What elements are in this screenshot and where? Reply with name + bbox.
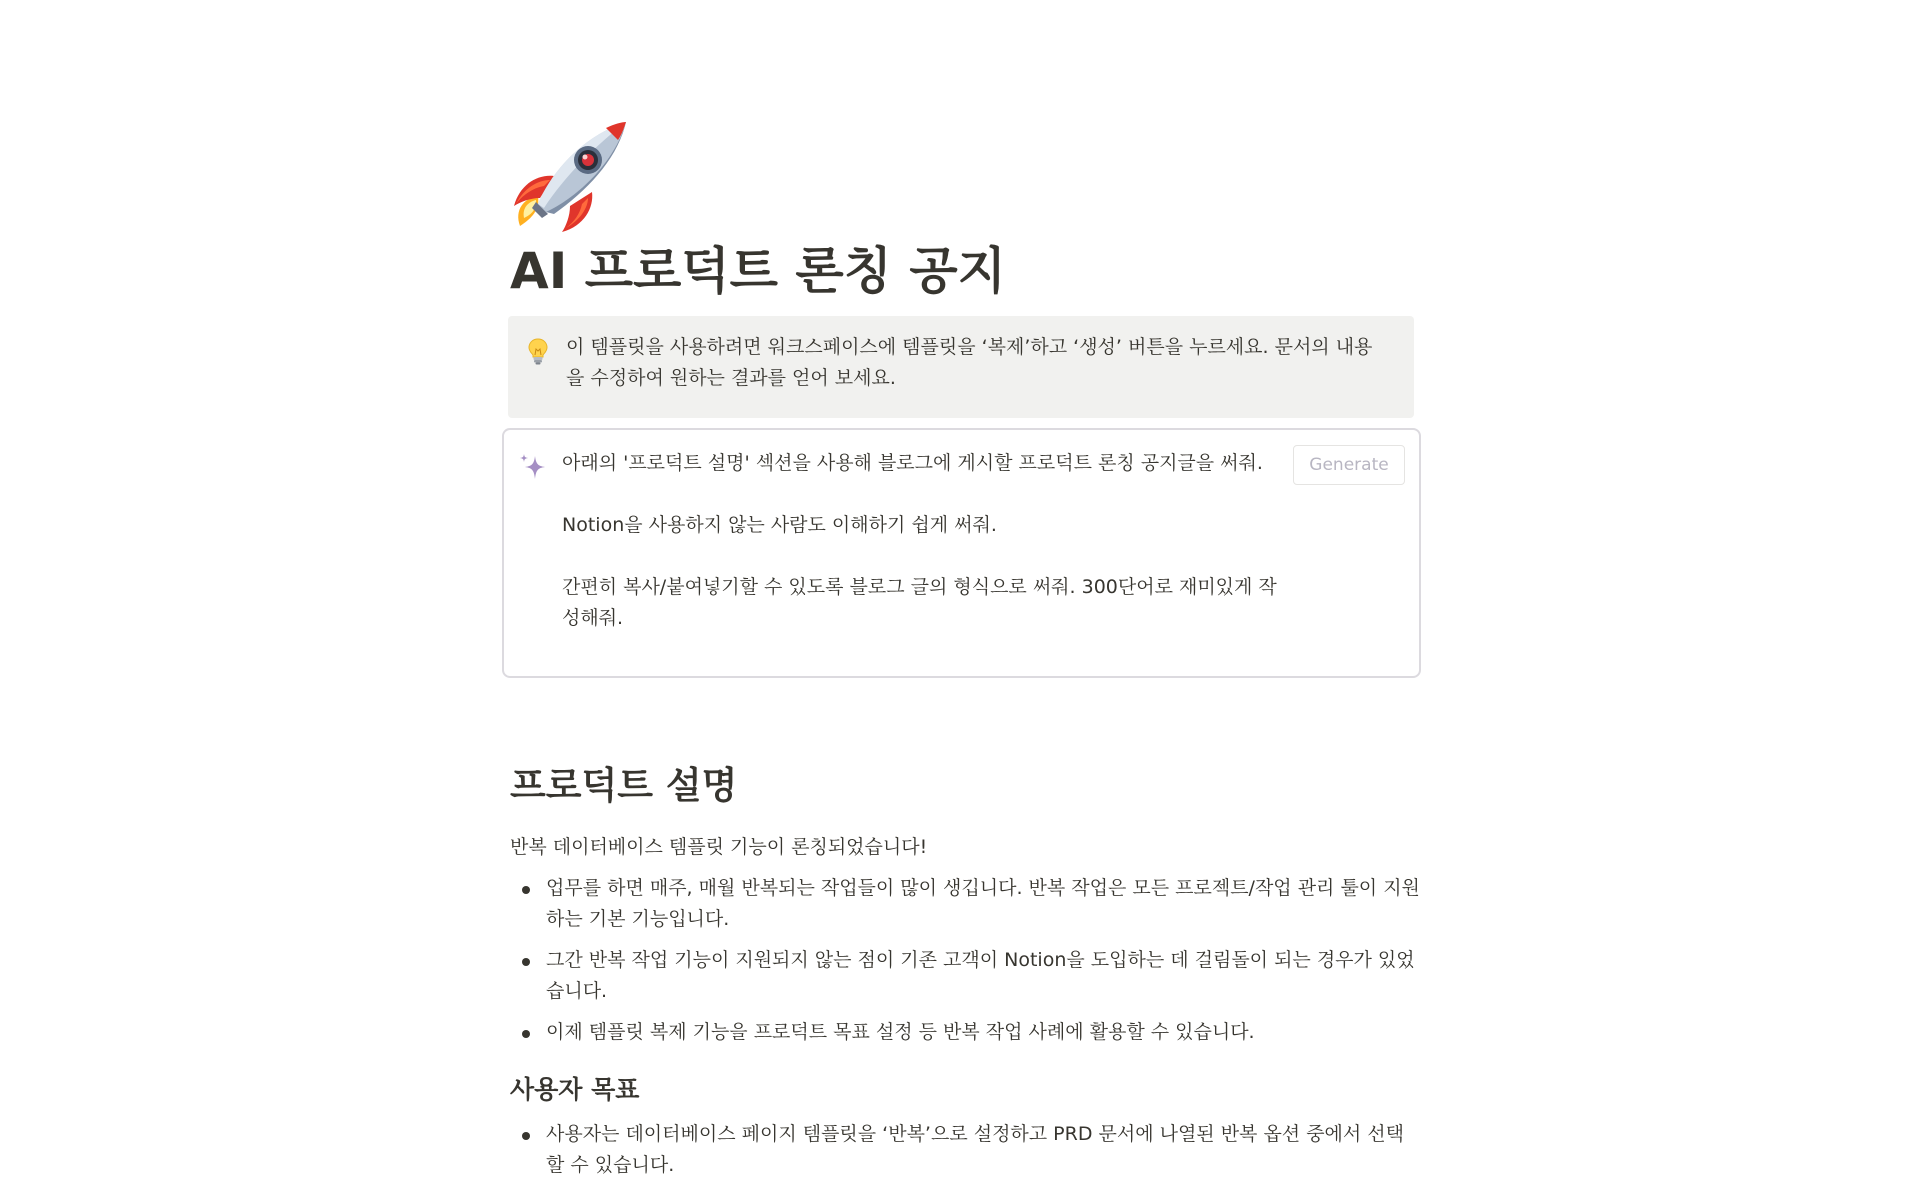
bullet-icon [522, 1132, 530, 1140]
bullet-icon [522, 886, 530, 894]
ai-block[interactable] [502, 428, 1421, 678]
template-instructions-callout[interactable] [508, 316, 1414, 418]
section-intro[interactable]: 반복 데이터베이스 템플릿 기능이 론칭되었습니다! [510, 836, 928, 858]
list-item-text: 업무를 하면 매주, 매월 반복되는 작업들이 많이 생깁니다. 반복 작업은 모든 프로젝트/작업 관리 툴이 지원하는 기본 기능입니다. [546, 877, 1420, 930]
list-item[interactable] [510, 1017, 1420, 1048]
callout-text[interactable]: 이 템플릿을 사용하려면 워크스페이스에 템플릿을 ‘복제’하고 ‘생성’ 버튼을 누르세요. 문서의 내용을 수정하여 원하는 결과를 얻어 보세요. [566, 336, 1373, 389]
sparkle-icon [518, 452, 548, 482]
rocket-icon[interactable] [510, 118, 632, 236]
page-title[interactable]: AI 프로덕트 론칭 공지 [510, 242, 1006, 300]
list-item-text: 그간 반복 작업 기능이 지원되지 않는 점이 기존 고객이 Notion을 도입하는 데 걸림돌이 되는 경우가 있었습니다. [546, 949, 1415, 1002]
list-item-text: 이제 템플릿 복제 기능을 프로덕트 목표 설정 등 반복 작업 사례에 활용할 수 있습니다. [546, 1021, 1255, 1043]
list-item[interactable] [510, 945, 1420, 1007]
list-item-text: 사용자는 데이터베이스 페이지 템플릿을 ‘반복’으로 설정하고 PRD 문서에 나열된 반복 옵션 중에서 선택할 수 있습니다. [546, 1123, 1405, 1176]
list-item[interactable] [510, 873, 1420, 935]
ai-prompt-line: Notion을 사용하지 않는 사람도 이해하기 쉽게 써줘. [562, 514, 997, 536]
bullet-icon [522, 1030, 530, 1038]
ai-prompt-line: 아래의 '프로덕트 설명' 섹션을 사용해 블로그에 게시할 프로덕트 론칭 공지글을 써줘. [562, 452, 1263, 474]
user-goals-list [510, 1119, 1420, 1191]
bullet-icon [522, 958, 530, 966]
ai-prompt[interactable] [562, 448, 1282, 634]
generate-button[interactable]: Generate [1293, 445, 1405, 485]
list-item[interactable] [510, 1119, 1420, 1181]
section-heading-user-goals[interactable]: 사용자 목표 [510, 1075, 640, 1104]
ai-prompt-line: 간편히 복사/붙여넣기할 수 있도록 블로그 글의 형식으로 써줘. 300단어로 재미있게 작성해줘. [562, 576, 1277, 629]
lightbulb-icon [528, 338, 548, 366]
section-heading-product-description[interactable]: 프로덕트 설명 [510, 764, 738, 807]
product-description-list [510, 873, 1420, 1058]
